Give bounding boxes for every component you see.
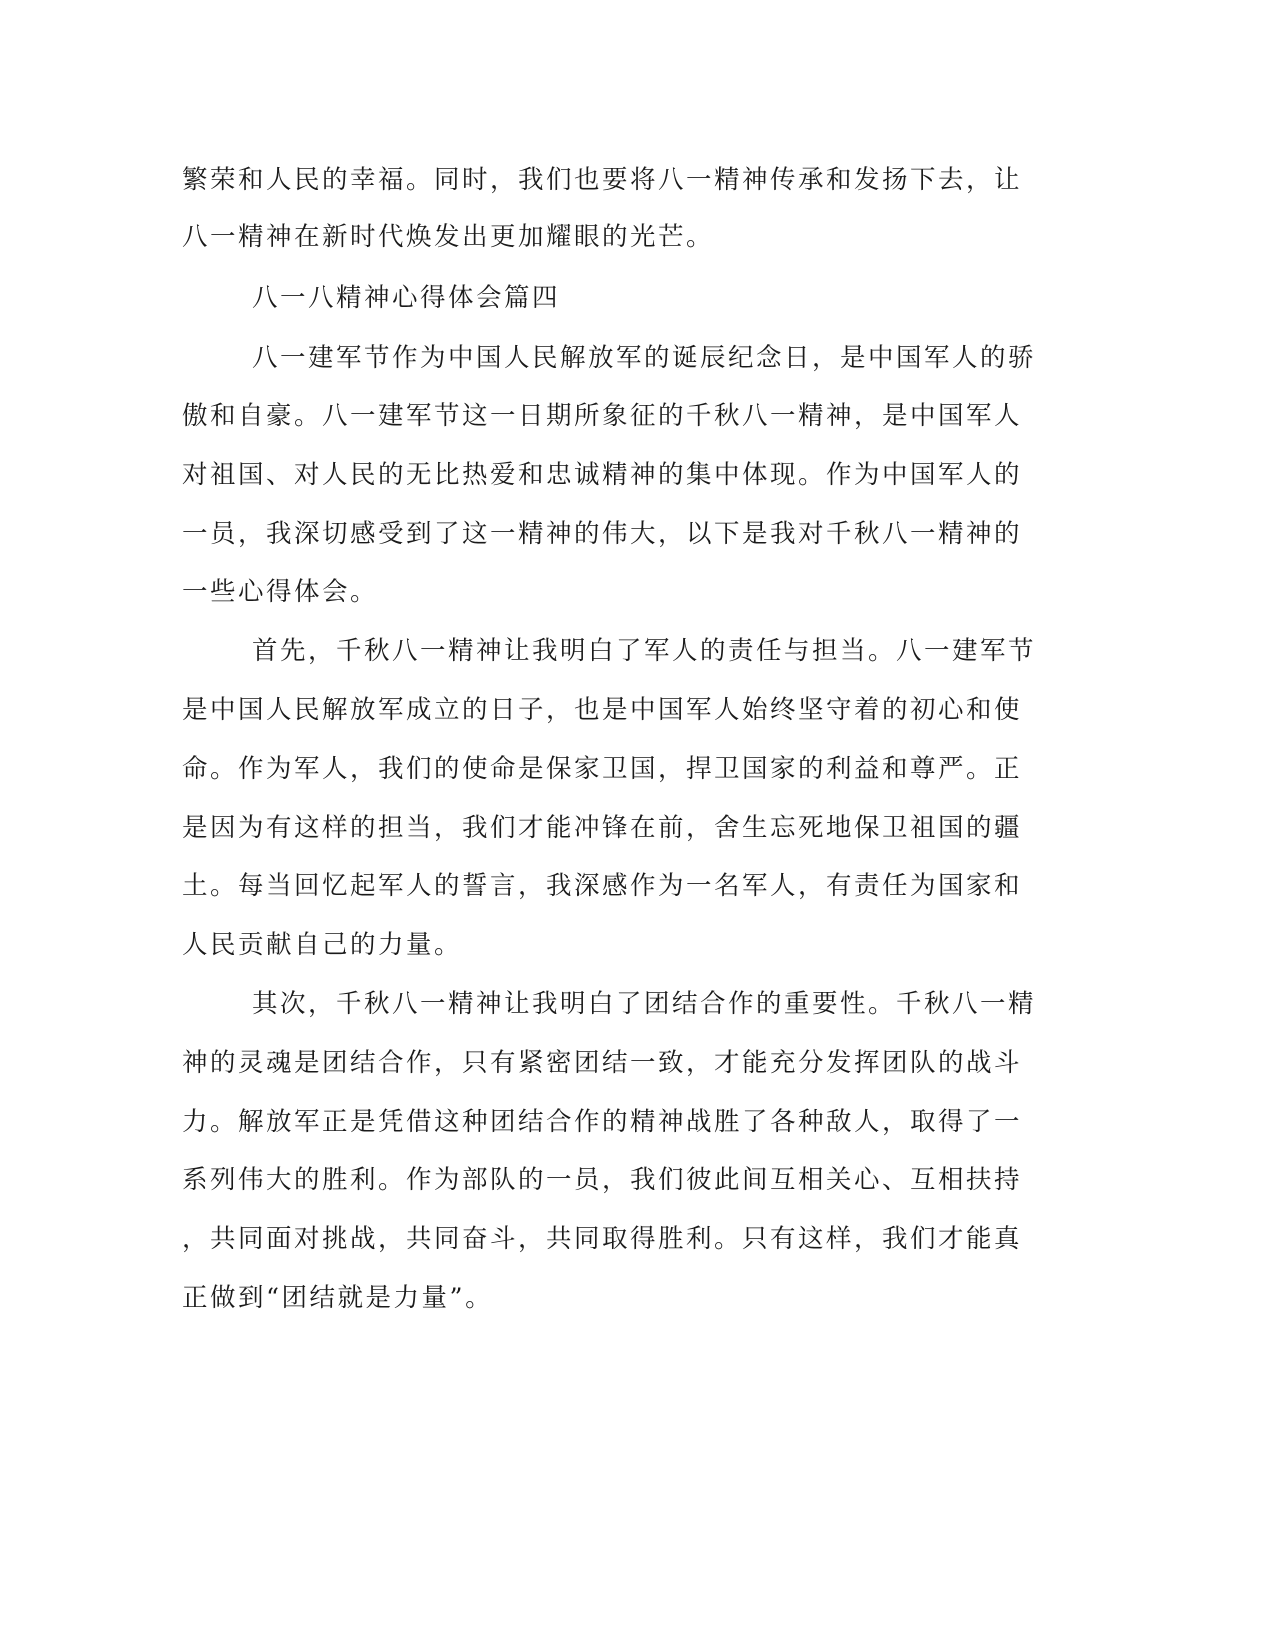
- text-line: 土。每当回忆起军人的誓言，我深感作为一名军人，有责任为国家和: [182, 871, 1023, 901]
- text-line: 命。作为军人，我们的使命是保家卫国，捍卫国家的利益和尊严。正: [182, 754, 1023, 784]
- text-line: 神的灵魂是团结合作，只有紧密团结一致，才能充分发挥团队的战斗: [182, 1048, 1023, 1078]
- text-line: 八一精神在新时代焕发出更加耀眼的光芒。: [182, 222, 715, 252]
- text-line: 人民贡献自己的力量。: [182, 930, 463, 960]
- section-heading: 八一八精神心得体会篇四: [252, 283, 561, 313]
- text-line: 首先，千秋八一精神让我明白了军人的责任与担当。八一建军节: [252, 636, 1037, 666]
- text-line: 是中国人民解放军成立的日子，也是中国军人始终坚守着的初心和使: [182, 695, 1023, 725]
- text-line: 傲和自豪。八一建军节这一日期所象征的千秋八一精神，是中国军人: [182, 401, 1023, 431]
- text-line: 对祖国、对人民的无比热爱和忠诚精神的集中体现。作为中国军人的: [182, 460, 1023, 490]
- text-line: ，共同面对挑战，共同奋斗，共同取得胜利。只有这样，我们才能真: [182, 1224, 1023, 1254]
- text-line: 一些心得体会。: [182, 577, 379, 607]
- text-line: 力。解放军正是凭借这种团结合作的精神战胜了各种敌人，取得了一: [182, 1107, 1023, 1137]
- text-line: 其次，千秋八一精神让我明白了团结合作的重要性。千秋八一精: [252, 989, 1037, 1019]
- text-line: 正做到“团结就是力量”。: [182, 1283, 494, 1313]
- text-line: 繁荣和人民的幸福。同时，我们也要将八一精神传承和发扬下去，让: [182, 165, 1023, 195]
- text-line: 是因为有这样的担当，我们才能冲锋在前，舍生忘死地保卫祖国的疆: [182, 813, 1023, 843]
- text-line: 系列伟大的胜利。作为部队的一员，我们彼此间互相关心、互相扶持: [182, 1165, 1023, 1195]
- text-line: 一员，我深切感受到了这一精神的伟大，以下是我对千秋八一精神的: [182, 519, 1023, 549]
- text-line: 八一建军节作为中国人民解放军的诞辰纪念日，是中国军人的骄: [252, 343, 1037, 373]
